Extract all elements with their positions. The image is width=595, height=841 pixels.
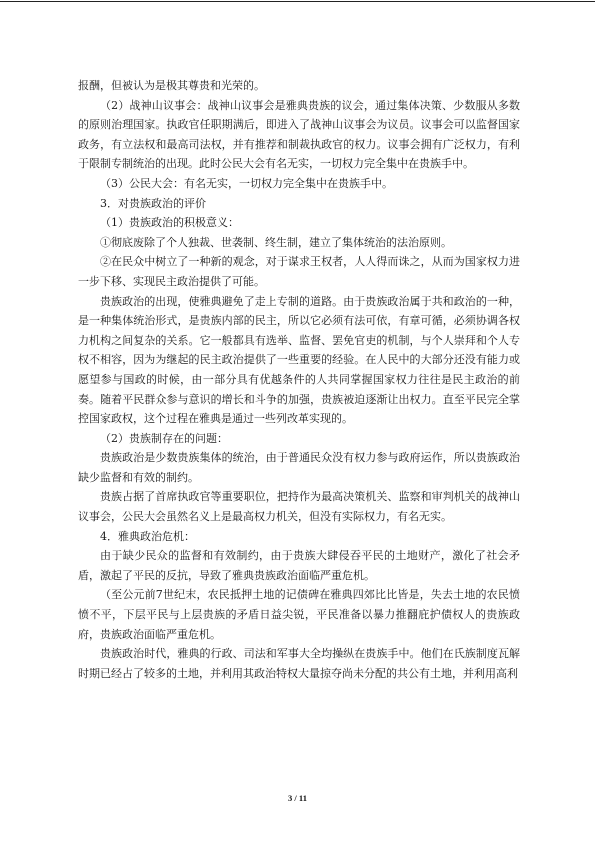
body-paragraph: 报酬，但被认为是极其尊贵和光荣的。 <box>78 79 265 92</box>
body-paragraph: （2）贵族制存在的问题： <box>100 431 228 445</box>
body-paragraph: （至公元前7世纪末，农民抵押土地的记债碑在雅典四郊比比皆是，失去土地的农民愤愤不平，下层平民与上层贵族的矛盾日益尖锐，平民准备以暴力推翻庇护债权人的贵族政府，贵族政治面临严重危机。 <box>78 588 520 641</box>
body-paragraph: （3）公民大会：有名无实，一切权力完全集中在贵族手中。 <box>100 176 393 190</box>
body-paragraph: 贵族政治时代，雅典的行政、司法和军事大全均操纵在贵族手中。他们在氏族制度瓦解时期已经占了较多的土地，并利用其政治特权大量掠夺尚未分配的共公有土地，并利用高利 <box>78 647 520 680</box>
body-paragraph: ①彻底废除了个人独裁、世袭制、终生制，建立了集体统治的法治原则。 <box>100 235 452 249</box>
body-paragraph: 贵族占据了首席执政官等重要职位，把持作为最高决策机关、监察和审判机关的战神山议事会，公民大会虽然名义上是最高权力机关，但没有实际权力，有名无实。 <box>78 490 520 524</box>
body-paragraph: （1）贵族政治的积极意义： <box>100 216 239 230</box>
document-body <box>78 76 520 683</box>
body-paragraph: 贵族政治是少数贵族集体的统治，由于普通民众没有权力参与政府运作，所以贵族政治缺少监督和有效的制约。 <box>78 451 520 484</box>
header-rule <box>0 1 595 2</box>
body-paragraph: 由于缺少民众的监督和有效制约，由于贵族大肆侵吞平民的土地财产，激化了社会矛盾，激起了平民的反抗，导致了雅典贵族政治面临严重危机。 <box>78 549 520 582</box>
body-paragraph: 3．对贵族政治的评价 <box>100 196 206 210</box>
body-paragraph: （2）战神山议事会：战神山议事会是雅典贵族的议会，通过集体决策、少数服从多数的原则治理国家。执政官任职期满后，即进入了战神山议事会为议员。议事会可以监督国家政务，有立法权和最高司法权，并有推荐和制裁执政官的权力。议事会拥有广泛权力，有利于限制专制统治的出现。此时公民大会有名无实，一切权力完全集中在贵族手中。 <box>78 98 520 171</box>
body-paragraph: ②在民众中树立了一种新的观念，对于谋求王权者，人人得而诛之，从而为国家权力进一步下移、实现民主政治提供了可能。 <box>78 255 520 288</box>
body-paragraph: 4．雅典政治危机： <box>100 529 195 543</box>
body-paragraph: 贵族政治的出现，使雅典避免了走上专制的道路。由于贵族政治属于共和政治的一种，是一种集体统治形式，是贵族内部的民主，所以它必须有法可依，有章可循，必须协调各权力机构之间复杂的关系。它一般都具有选举、监督、罢免官吏的机制，与个人崇拜和个人专权不相容，因为为继起的民主政治提供了一些重要的经验。在人民中的大部分还没有能力或愿望参与国政的时候，由一部分具有优越条件的人共同掌握国家权力往往是民主政治的前奏。随着平民群众参与意识的增长和斗争的加强，贵族被迫逐渐让出权力。直至平民完全掌控国家政权，这个过程在雅典是通过一些列改革实现的。 <box>78 294 520 426</box>
page-number: 3 / 11 <box>288 793 307 803</box>
